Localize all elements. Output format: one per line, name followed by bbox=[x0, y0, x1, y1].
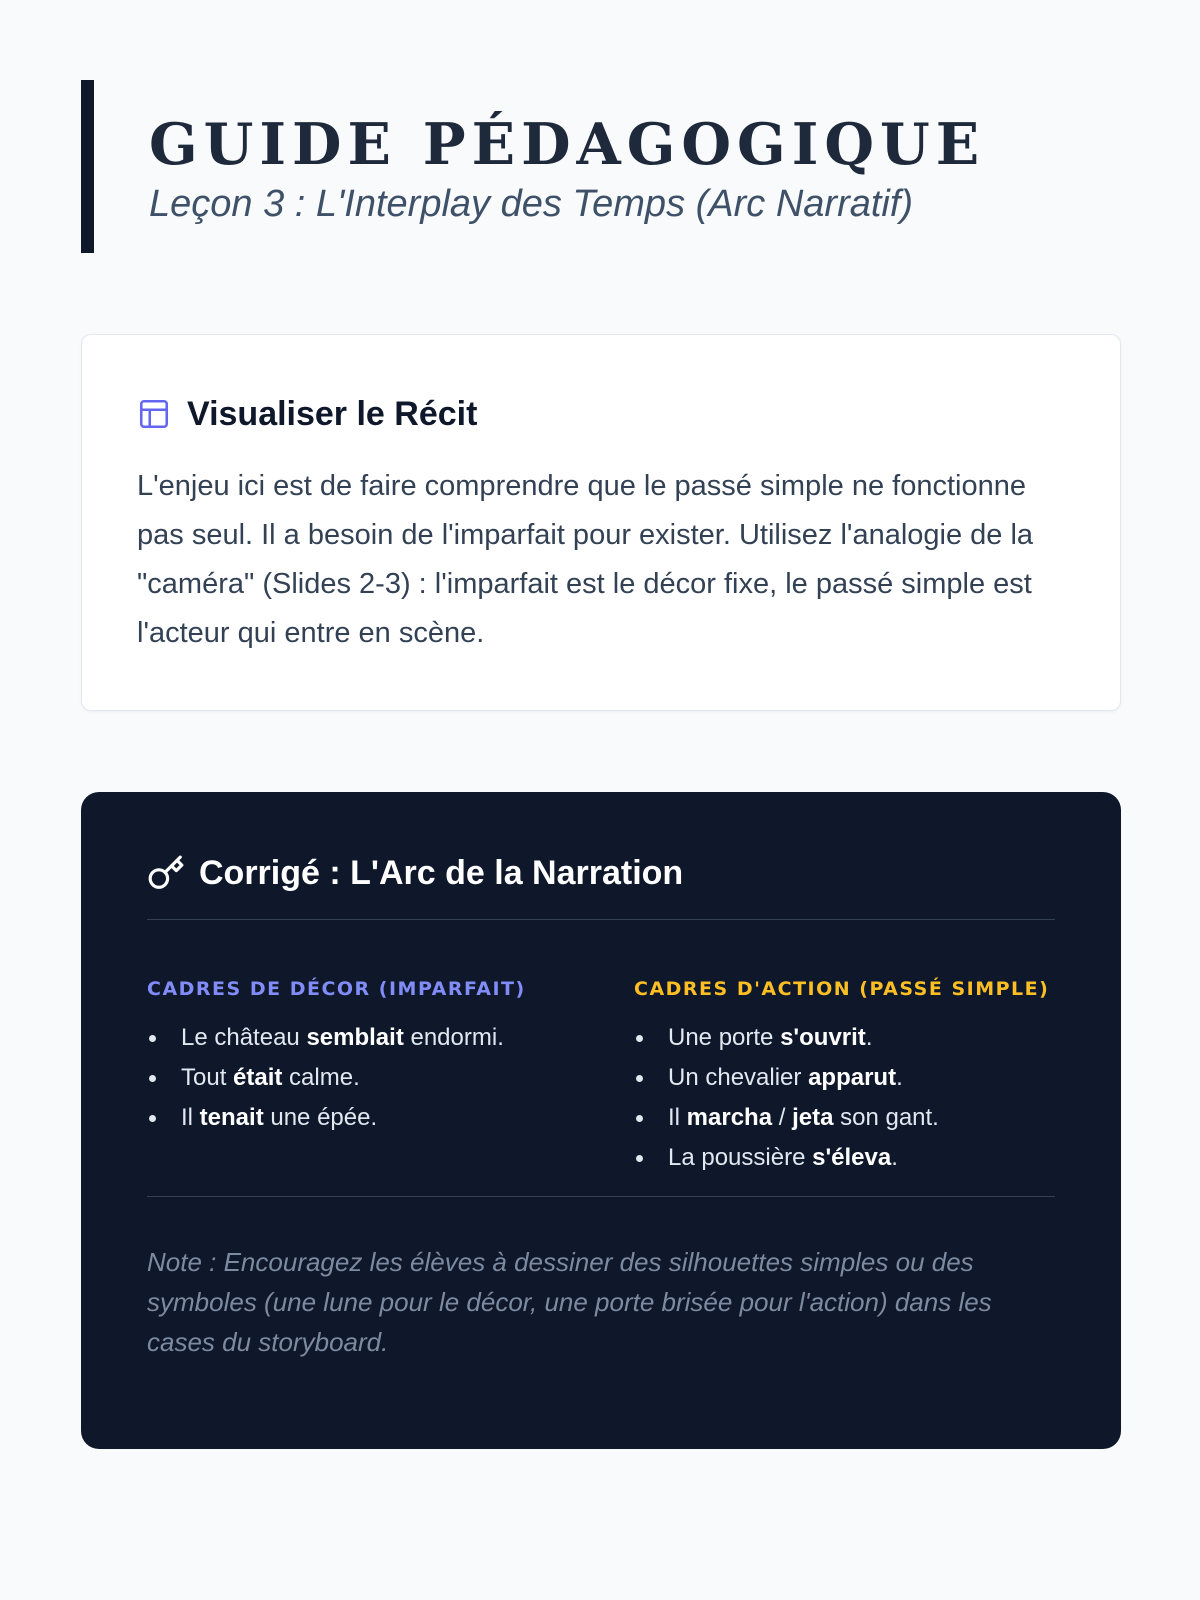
teacher-note: Note : Encouragez les élèves à dessiner des silhouettes simples ou des symboles (une lune pour le décor, une porte brisée pour l'action) dans les cases du storyboard. bbox=[147, 1247, 992, 1357]
divider bbox=[147, 1196, 1055, 1197]
decor-heading: CADRES DE DÉCOR (IMPARFAIT) bbox=[147, 978, 526, 1000]
key-icon bbox=[147, 854, 185, 892]
layout-icon bbox=[137, 397, 171, 431]
list-item: Une porte s'ouvrit. bbox=[634, 1018, 1055, 1058]
action-column bbox=[634, 976, 1055, 1196]
page-title: GUIDE PÉDAGOGIQUE bbox=[149, 111, 986, 178]
visualiser-card bbox=[81, 334, 1121, 711]
decor-column bbox=[147, 976, 634, 1196]
list-item: Il tenait une épée. bbox=[147, 1098, 634, 1138]
answer-key-title: Corrigé : L'Arc de la Narration bbox=[199, 853, 684, 892]
page-header bbox=[81, 80, 1121, 253]
answer-key-header bbox=[147, 847, 1055, 899]
visualiser-title: Visualiser le Récit bbox=[187, 394, 478, 433]
lesson-subtitle: Leçon 3 : L'Interplay des Temps (Arc Narratif) bbox=[149, 183, 914, 225]
answer-key-card bbox=[81, 792, 1121, 1449]
visualiser-card-header bbox=[137, 393, 1065, 435]
action-list bbox=[634, 1018, 1055, 1178]
list-item: La poussière s'éleva. bbox=[634, 1138, 1055, 1178]
decor-list bbox=[147, 1018, 634, 1138]
frames-columns bbox=[147, 976, 1055, 1196]
list-item: Il marcha / jeta son gant. bbox=[634, 1098, 1055, 1138]
action-heading: CADRES D'ACTION (PASSÉ SIMPLE) bbox=[634, 978, 1050, 1000]
list-item: Tout était calme. bbox=[147, 1058, 634, 1098]
divider bbox=[147, 919, 1055, 920]
list-item: Un chevalier apparut. bbox=[634, 1058, 1055, 1098]
list-item: Le château semblait endormi. bbox=[147, 1018, 634, 1058]
visualiser-body: L'enjeu ici est de faire comprendre que le passé simple ne fonctionne pas seul. Il a besoin de l'imparfait pour exister. Utilisez l'analogie de la "caméra" (Slides 2-3) : l'imparfait est le décor fixe, le passé simple est l'acteur qui entre en scène. bbox=[137, 470, 1034, 649]
